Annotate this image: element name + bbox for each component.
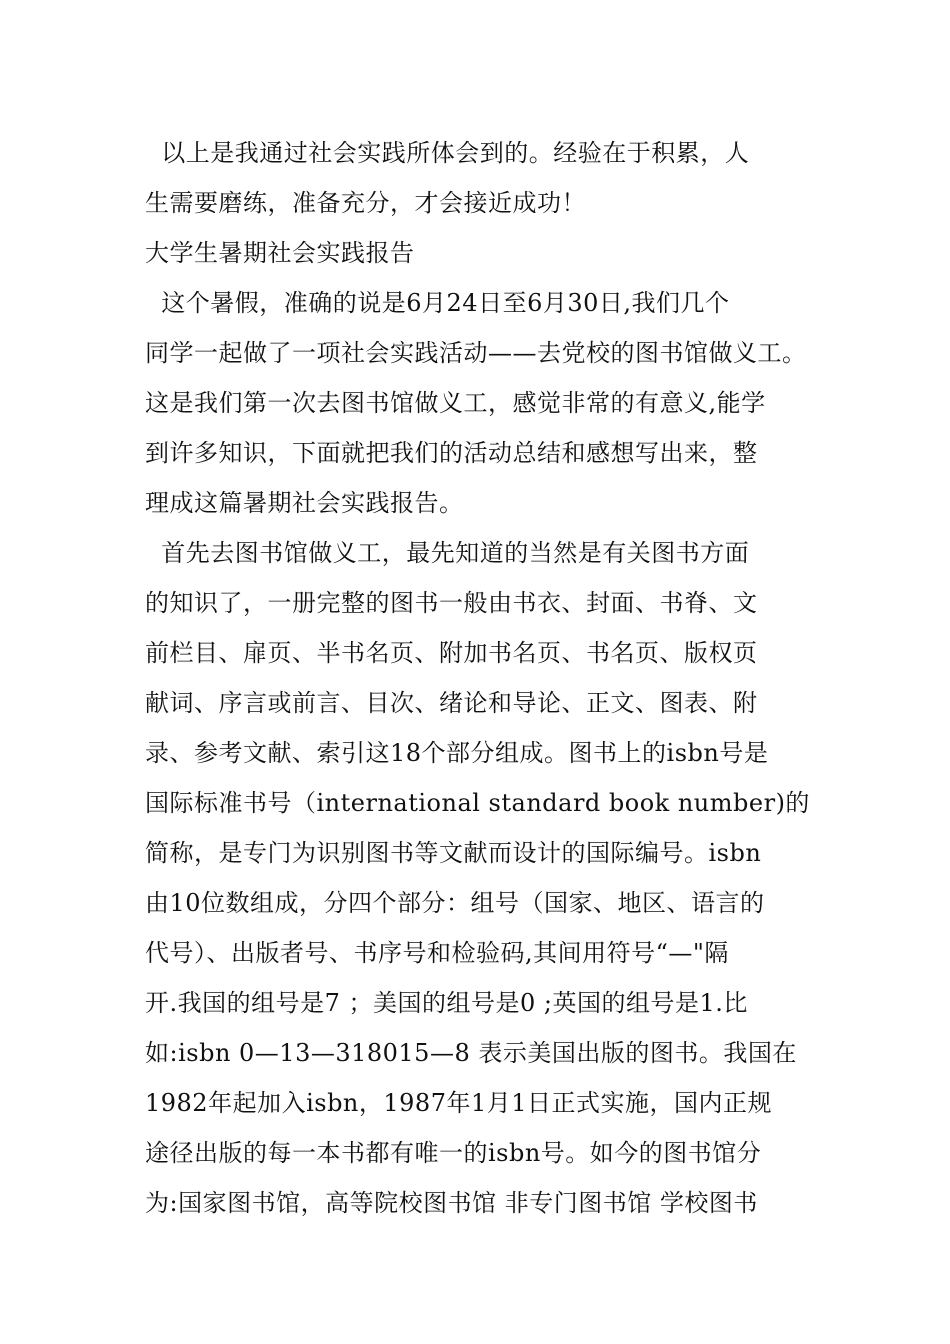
- paragraph-line: 代号）、出版者号、书序号和检验码,其间用符号“—"隔: [145, 939, 729, 967]
- paragraph-line: 献词、序言或前言、目次、绪论和导论、正文、图表、附: [145, 689, 758, 717]
- paragraph-line: 为:国家图书馆，高等院校图书馆 非专门图书馆 学校图书: [145, 1189, 758, 1217]
- paragraph-line: 这是我们第一次去图书馆做义工，感觉非常的有意义,能学: [145, 389, 766, 417]
- paragraph-line: 由10位数组成，分四个部分：组号（国家、地区、语言的: [145, 889, 765, 917]
- paragraph-line: 理成这篇暑期社会实践报告。: [145, 489, 464, 517]
- section-heading: 大学生暑期社会实践报告: [145, 239, 415, 267]
- paragraph-line: 前栏目、扉页、半书名页、附加书名页、书名页、版权页: [145, 639, 758, 667]
- paragraph-line: 到许多知识，下面就把我们的活动总结和感想写出来，整: [145, 439, 758, 467]
- document-body: [145, 128, 810, 1228]
- paragraph-line: 录、参考文献、索引这18个部分组成。图书上的isbn号是: [145, 739, 769, 767]
- paragraph-line: 国际标准书号（international standard book number)的: [145, 789, 810, 817]
- paragraph-line: 1982年起加入isbn，1987年1月1日正式实施，国内正规: [145, 1089, 773, 1117]
- paragraph-line: 生需要磨练，准备充分，才会接近成功！: [145, 189, 586, 217]
- paragraph-line: 途径出版的每一本书都有唯一的isbn号。如今的图书馆分: [145, 1139, 762, 1167]
- paragraph-line: 以上是我通过社会实践所体会到的。经验在于积累，人: [145, 139, 750, 167]
- paragraph-line: 简称，是专门为识别图书等文献而设计的国际编号。isbn: [145, 839, 762, 867]
- paragraph-line: 开.我国的组号是7 ；美国的组号是0 ;英国的组号是1.比: [145, 989, 748, 1017]
- paragraph-line: 这个暑假，准确的说是6月24日至6月30日,我们几个: [145, 289, 730, 317]
- paragraph-line: 如:isbn 0—13—318015—8 表示美国出版的图书。我国在: [145, 1039, 797, 1067]
- paragraph-line: 同学一起做了一项社会实践活动——去党校的图书馆做义工。: [145, 339, 807, 367]
- paragraph-line: 首先去图书馆做义工，最先知道的当然是有关图书方面: [145, 539, 750, 567]
- paragraph-line: 的知识了，一册完整的图书一般由书衣、封面、书脊、文: [145, 589, 758, 617]
